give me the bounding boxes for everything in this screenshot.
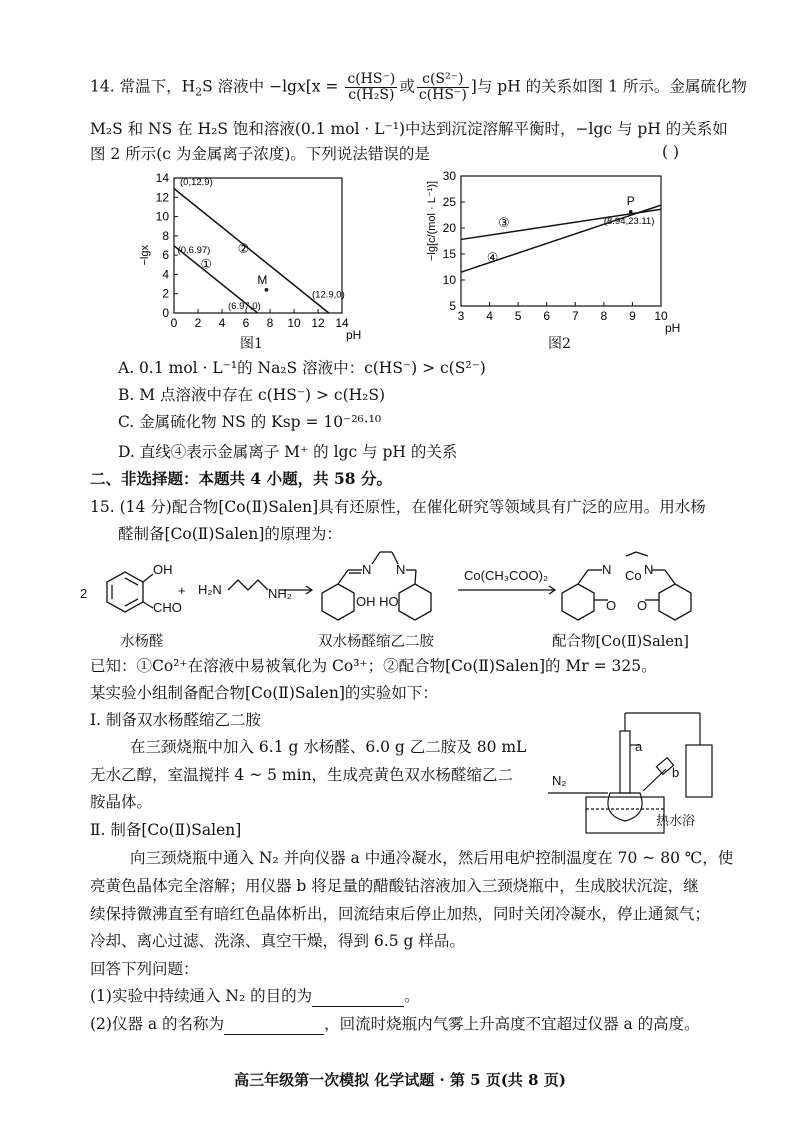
q15-line2: 醛制备[Co(Ⅱ)Salen]的原理为： [118,525,342,543]
step-2-title: Ⅱ. 制备[Co(Ⅱ)Salen] [90,821,242,839]
series-2-label: ② [237,241,250,257]
point-label-12.9-0: (12.9,0) [312,289,345,301]
complex-n-right: N [644,562,654,577]
x-tick-label: 3 [457,309,465,323]
funnel-b [656,758,673,775]
x-tick-label: 6 [242,316,250,330]
series-1-label: ① [200,256,213,272]
amine-right: NH₂ [268,586,292,601]
cho-label: CHO [153,600,182,615]
apparatus-diagram [548,705,728,840]
y-tick-label: 14 [155,171,169,185]
gas-bottle [686,745,712,797]
amine-left: H₂N [198,582,222,597]
condenser-a [620,731,630,793]
x-tick-label: 7 [571,309,579,323]
procedure-line3: 续保持微沸直至有暗红色晶体析出，回流结束后停止加热，同时关闭冷凝水，停止通氮气； [90,905,711,923]
figure-2-chart [415,168,681,343]
name-salicylaldehyde: 水杨醛 [120,634,164,650]
x-tick-label: 5 [514,309,522,323]
y-tick-label: 5 [449,299,456,313]
point-p-label: P [626,193,635,208]
option-c: C. 金属硫化物 NS 的 Ksp = 10⁻²⁶·¹⁰ [118,413,382,431]
step-1-line2: 无水乙醇，室温搅拌 4 ~ 5 min，生成亮黄色双水杨醛缩乙二 [90,766,514,784]
option-b: B. M 点溶液中存在 c(HS⁻) > c(H₂S) [118,386,386,404]
cobalt-label: Co [625,568,642,583]
y-tick-label: 0 [162,306,169,320]
x-tick-label: 14 [335,316,349,330]
x-axis-label: pH [665,321,681,335]
point-m [265,288,269,292]
schiff-ohho: OH HO [356,594,399,609]
fraction-hs-h2s: $\frac{c(HS^-)}{\text{c(H₂S)}}$ [347,71,396,103]
benzene-ring-2 [322,584,354,620]
point-label-6.97-0: (6.97,0) [228,301,261,313]
point-p-coord: (8.94,23.11) [603,215,655,227]
procedure-line2: 亮黄色晶体完全溶解；用仪器 b 将足量的醋酸钴溶液加入三颈烧瓶中，生成胶状沉淀，继 [90,877,699,895]
option-a: A. 0.1 mol · L⁻¹的 Na₂S 溶液中：c(HS⁻) > c(S²⁻) [118,359,486,377]
experiment-intro: 某实验小组制备配合物[Co(Ⅱ)Salen]的实验如下： [90,684,438,702]
apparatus-label-n2: N₂ [552,773,567,788]
y-tick-label: 8 [162,228,169,243]
x-tick-label: 10 [654,309,668,323]
y-axis-label: −lg[c/(mol · L⁻¹)] [426,180,438,261]
q14-line2: M₂S 和 NS 在 H₂S 饱和溶液(0.1 mol · L⁻¹)中达到沉淀溶解平衡时，−lgc 与 pH 的关系如 [90,120,728,138]
y-tick-label: 6 [162,248,169,263]
figure-1-chart [120,168,360,343]
y-tick-label: 10 [442,273,456,287]
step-1-line3: 胺晶体。 [90,793,153,811]
answer-blank-1[interactable] [312,990,404,1007]
reaction-scheme [80,550,720,630]
reagent-label: Co(CH₃COO)₂ [464,568,549,583]
benzene-ring-5 [659,584,691,620]
x-tick-label: 0 [170,316,178,330]
point-m-label: M [257,272,268,287]
series-4-label: ④ [486,249,499,265]
coefficient-2: 2 [80,586,88,601]
fraction-s-hs: $\frac{\text{c(S²⁻)}}{c(HS^-)}$ [418,71,467,103]
procedure-line1: 向三颈烧瓶中通入 N₂ 并向仪器 a 中通冷凝水，然后用电炉控制温度在 70 ~ 80 ℃，使 [130,849,734,867]
benzene-ring-3 [399,584,431,620]
x-tick-label: 12 [311,316,325,330]
q15-line1: 15. (14 分)配合物[Co(Ⅱ)Salen]具有还原性，在催化研究等领域具有广泛的应用。用水杨 [90,498,706,516]
option-d: D. 直线④表示金属离子 M⁺ 的 lgc 与 pH 的关系 [118,443,458,461]
answer-blank-2[interactable] [224,1018,324,1035]
y-tick-label: 2 [162,286,169,301]
x-tick-label: 8 [600,309,608,323]
x-tick-label: 9 [629,309,636,323]
name-complex: 配合物[Co(Ⅱ)Salen] [552,634,689,650]
x-axis-label: pH [346,328,362,342]
x-tick-label: 8 [266,316,274,330]
y-tick-label: 25 [442,195,456,209]
point-label-0-12.9: (0,12.9) [180,176,213,188]
plus-sign: + [178,583,186,598]
point-p [629,210,633,214]
q14-line3: 图 2 所示(c 为金属离子浓度)。下列说法错误的是 [90,145,430,163]
section-heading: 二、非选择题：本题共 4 小题，共 58 分。 [90,469,392,488]
answer-paren: ( ) [662,143,680,161]
oxygen-left: O [606,598,617,613]
oxygen-right: O [637,598,648,613]
y-tick-label: 30 [442,169,456,183]
step-1-line1: 在三颈烧瓶中加入 6.1 g 水杨醛、6.0 g 乙二胺及 80 mL [130,738,527,756]
hot-water-bath [586,797,664,833]
oh-label: OH [153,562,173,577]
y-tick-label: 4 [162,267,169,282]
answer-intro: 回答下列问题： [90,960,199,978]
apparatus-label-bath: 热水浴 [656,813,696,828]
y-axis-label: −lgx [139,245,151,266]
benzene-ring-4 [562,584,594,620]
schiff-n-left: N [362,562,372,577]
apparatus-label-b: b [672,765,680,780]
q14-line1: 14. 常温下，$H_2S$ 溶液中 −lgx[x = $\frac{c(HS^-)}{\text{c(H₂S)}}$ 或 $\frac{\text{c(S²⁻)}}{c(HS^-)}$ ]与 pH 的关系如图 1 所示。金属硫化物 [90,71,747,103]
y-tick-label: 15 [442,247,456,261]
x-tick-label: 10 [287,316,301,330]
known-info: 已知：①Co²⁺在溶液中易被氧化为 Co³⁺；②配合物[Co(Ⅱ)Salen]的 Mr = 325。 [90,657,657,675]
complex-n-left: N [602,562,612,577]
fig1-caption: 图1 [240,336,263,352]
point-label-0-6.97: (0,6.97) [177,245,211,257]
y-tick-label: 10 [155,209,169,224]
step-1-title: Ⅰ. 制备双水杨醛缩乙二胺 [90,711,261,729]
ethylenediamine-chain [228,580,268,590]
series-3-label: ③ [498,214,510,230]
question-2: (2)仪器 a 的名称为 ，回流时烧瓶内气雾上升高度不宜超过仪器 a 的高度。 [90,1015,700,1033]
fig2-caption: 图2 [548,336,571,352]
schiff-n-right: N [396,562,406,577]
y-tick-label: 12 [155,190,169,205]
x-tick-label: 6 [543,309,551,323]
page-footer: 高三年级第一次模拟 化学试题 · 第 5 页(共 8 页) [234,1071,566,1089]
x-tick-label: 2 [194,316,202,330]
question-1: (1)实验中持续通入 N₂ 的目的为 。 [90,987,420,1005]
y-tick-label: 20 [442,221,456,235]
apparatus-label-a: a [635,739,643,754]
procedure-line4: 冷却、离心过滤、洗涤、真空干燥，得到 6.5 g 样品。 [90,932,465,950]
x-tick-label: 4 [486,309,493,323]
name-schiff-base: 双水杨醛缩乙二胺 [318,634,434,650]
x-tick-label: 4 [218,316,226,330]
